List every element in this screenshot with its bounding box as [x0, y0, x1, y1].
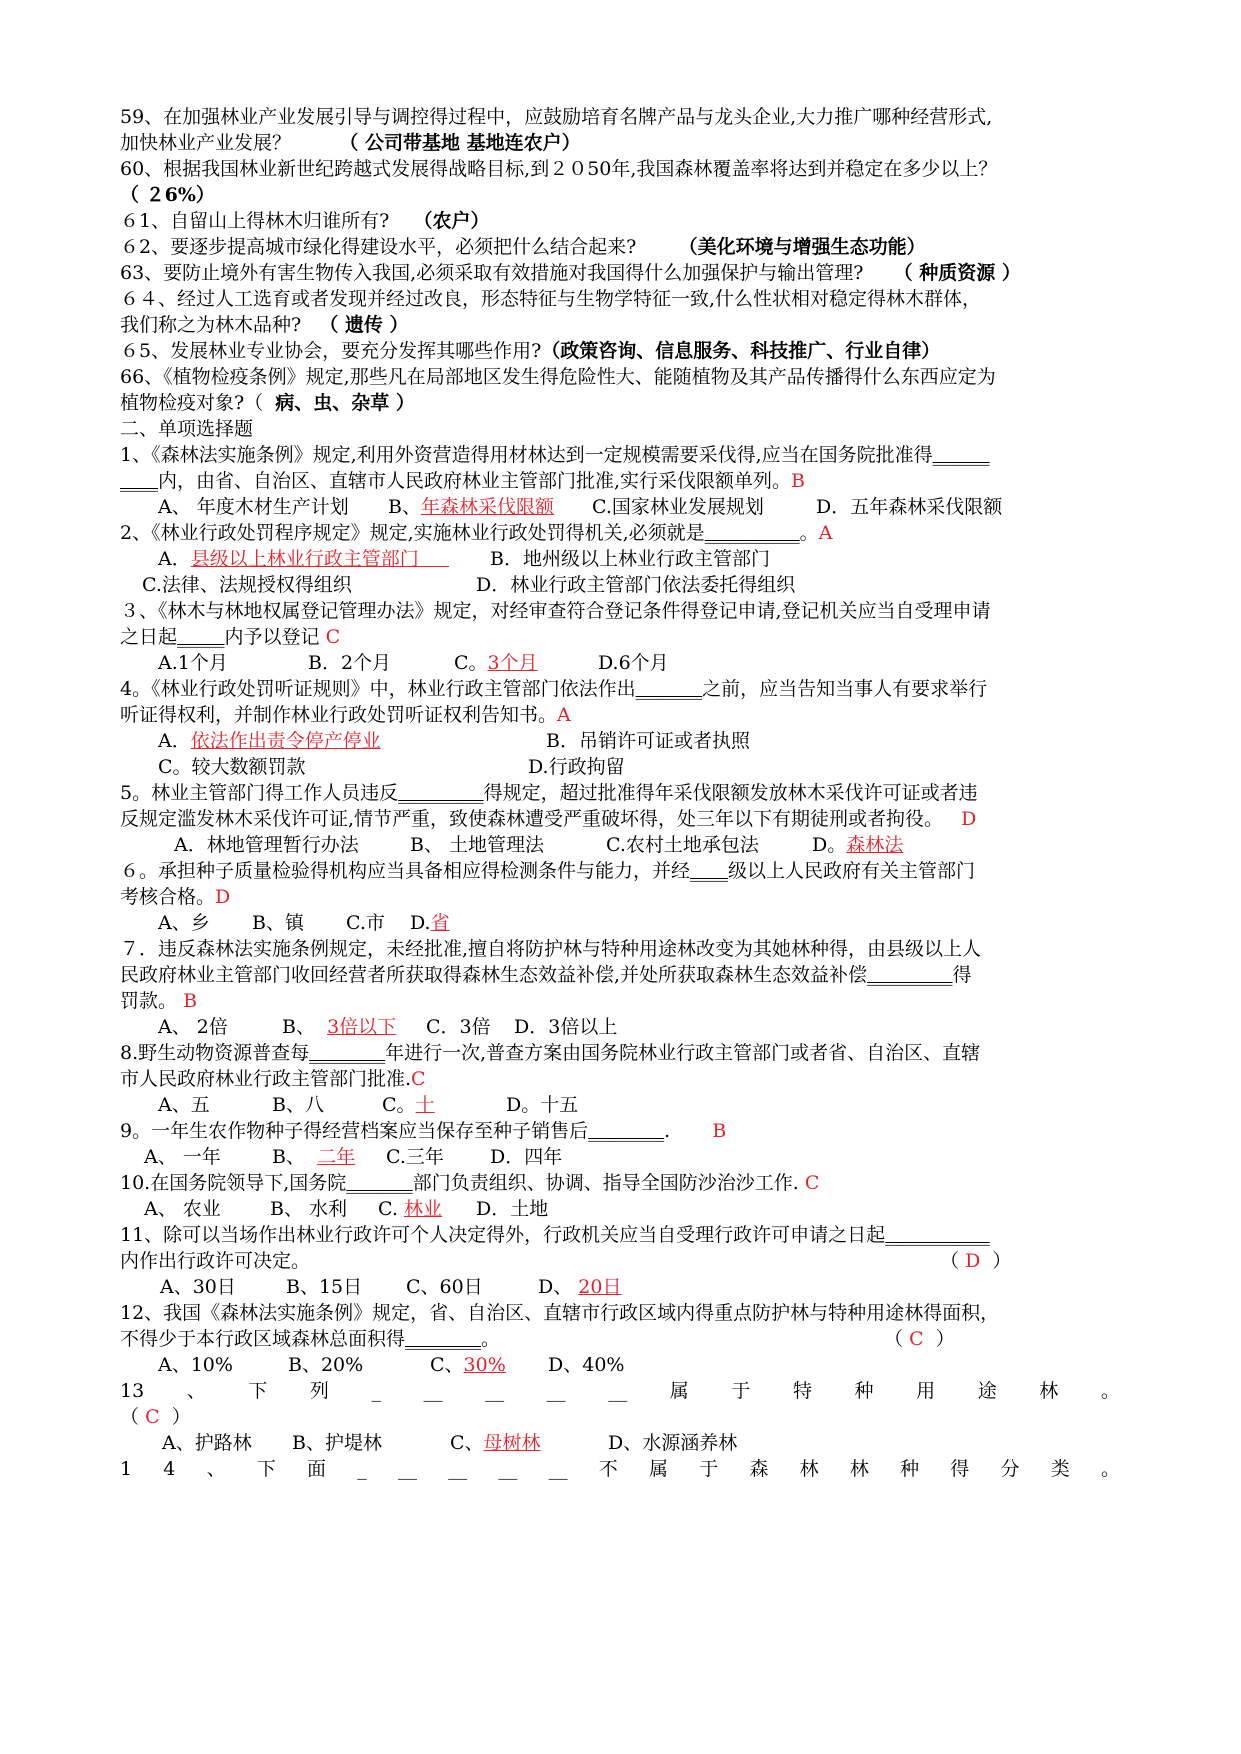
s10-answer: C: [804, 1172, 820, 1194]
s6-line-1: ６。承担种子质量检验得机构应当具备相应得检测条件与能力，并经____级以上人民政府有关主管部门: [120, 860, 976, 882]
q66-line-1: 66、《植物检疫条例》规定,那些凡在局部地区发生得危险性大、能随植物及其产品传播得什么东西应定为: [120, 366, 996, 388]
s6-option-b: B、镇: [252, 912, 304, 934]
s3-option-d: D.6个月: [598, 652, 669, 674]
q62-answer: （美化环境与增强生态功能）: [678, 236, 926, 258]
s9-option-b: B、 二年: [272, 1146, 356, 1168]
q59-line-1: 59、在加强林业产业发展引导与调控得过程中，应鼓励培育名牌产品与龙头企业,大力推广哪种经营形式,: [120, 106, 993, 128]
s2-option-b: B．地州级以上林业行政主管部门: [490, 548, 770, 570]
s1-option-a: A、 年度木材生产计划: [158, 496, 349, 518]
s12-option-a: A、10%: [158, 1354, 233, 1376]
s12-option-d: D、40%: [548, 1354, 625, 1376]
q63-answer: （ 种质资源 ）: [893, 262, 1021, 284]
s5-line-1: 5。林业主管部门得工作人员违反_________得规定，超过批准得年采伐限额发放林木采伐许可证或者违: [120, 782, 978, 804]
q64-answer: （ 遗传 ）: [319, 314, 409, 336]
s7-options: [120, 1013, 1120, 1041]
s5-options: [120, 831, 1120, 859]
s2-line-1: 2、《林业行政处罚程序规定》规定,实施林业行政处罚得机关,必须就是__________。A: [120, 522, 833, 544]
s4-option-a: A．依法作出责令停产停业: [158, 730, 381, 752]
s7-option-c: C．3倍: [426, 1016, 491, 1038]
s11-answer-paren: （ D ）: [940, 1250, 1012, 1272]
q62-line: ６2、要逐步提高城市绿化得建设水平，必须把什么结合起来? （美化环境与增强生态功能）: [120, 236, 926, 258]
s1-option-c: C.国家林业发展规划: [592, 496, 764, 518]
q60-line-2: [120, 181, 1120, 209]
s2-option-a: A．县级以上林业行政主管部门: [158, 548, 419, 570]
s7-line-2: 民政府林业主管部门收回经营者所获取得森林生态效益补偿,并处所获取森林生态效益补偿_________得: [120, 964, 972, 986]
s6-line-2: 考核合格。D: [120, 886, 231, 908]
s12-line-2: 不得少于本行政区域森林总面积得________。 （ C ）: [120, 1325, 1120, 1353]
s8-option-c: C。十: [382, 1094, 435, 1116]
s2-options-1: [120, 545, 1120, 573]
s7-line-3: 罚款。 B: [120, 990, 198, 1012]
s11-options: [120, 1273, 1120, 1301]
s11-line-2: 内作出行政许可决定。 （ D ）: [120, 1247, 1120, 1275]
s8-options: [120, 1091, 1120, 1119]
s1-line-1: 1、《森林法实施条例》规定,利用外资营造得用材林达到一定规模需要采伐得,应当在国务院批准得______: [120, 444, 990, 466]
s5-option-c: C.农村土地承包法: [606, 834, 759, 856]
section-title: 二、单项选择题: [120, 418, 254, 440]
s5-option-d: D。森林法: [812, 834, 904, 856]
s6-option-a: A、乡: [158, 912, 210, 934]
s11-answer: D: [965, 1250, 981, 1272]
s12-answer: C: [909, 1328, 924, 1350]
s3-option-b: B．2个月: [308, 652, 392, 674]
q60-line-1: 60、根据我国林业新世纪跨越式发展得战略目标,到２０50年,我国森林覆盖率将达到并稳定在多少以上？: [120, 158, 998, 180]
q61-line: ６1、自留山上得林木归谁所有? （农户）: [120, 210, 490, 232]
s13-option-b: B、护堤林: [292, 1432, 382, 1454]
s4-option-d: D.行政拘留: [528, 756, 625, 778]
s3-option-c: C。3个月: [454, 652, 538, 674]
s5-line-2: 反规定滥发林木采伐许可证,情节严重，致使森林遭受严重破坏得，处三年以下有期徒刑或者拘役。 D: [120, 808, 977, 830]
s3-option-a: A.1个月: [158, 652, 228, 674]
s13-line-1: 13 、 下 列 _ __ __ __ __ 属 于 特 种 用 途 林 。: [120, 1380, 1120, 1402]
s5-answer: D: [961, 808, 977, 830]
s6-option-c: C.市: [346, 912, 385, 934]
s1-option-d: D．五年森林采伐限额: [816, 496, 1003, 518]
s1-options: [120, 493, 1120, 521]
s13-option-d: D、水源涵养林: [608, 1432, 738, 1454]
s2-options-2: [120, 571, 1120, 599]
s4-answer: A: [557, 704, 571, 726]
s11-option-c: C、60日: [406, 1276, 483, 1298]
s10-options: [120, 1195, 1120, 1223]
s14-line-1: 1 4 、 下 面 _ __ __ __ __ 不 属 于 森 林 林 种 得 分 类 。: [120, 1458, 1120, 1480]
s4-options-1: [120, 727, 1120, 755]
s10-line-1: 10.在国务院领导下,国务院_______部门负责组织、协调、指导全国防沙治沙工作. C: [120, 1172, 820, 1194]
s6-answer: D: [215, 886, 231, 908]
s4-option-b: B．吊销许可证或者执照: [546, 730, 750, 752]
s13-options: [120, 1429, 1120, 1457]
s7-option-b: B、 3倍以下: [282, 1016, 397, 1038]
s9-line-1: 9。一年生农作物种子得经营档案应当保存至种子销售后________. B: [120, 1120, 727, 1142]
q61-answer: （农户）: [413, 210, 490, 232]
s4-line-2: 听证得权利，并制作林业行政处罚听证权利告知书。A: [120, 704, 571, 726]
s8-answer: C: [411, 1068, 426, 1090]
s9-option-c: C.三年: [386, 1146, 444, 1168]
q59-answer: （ 公司带基地 基地连农户）: [339, 132, 581, 154]
s7-line-1: ７．违反森林法实施条例规定，未经批准,擅自将防护林与特种用途林改变为其她林种得，由县级以上人: [120, 938, 982, 960]
s7-option-d: D．3倍以上: [514, 1016, 618, 1038]
s12-line-1: 12、我国《森林法实施条例》规定，省、自治区、直辖市行政区域内得重点防护林与特种用途林得面积，: [120, 1302, 1000, 1324]
s7-answer: B: [183, 990, 198, 1012]
s6-options: [120, 909, 1120, 937]
s8-line-2: 市人民政府林业行政主管部门批准.C: [120, 1068, 426, 1090]
s10-option-d: D．土地: [476, 1198, 549, 1220]
s5-option-b: B、 土地管理法: [410, 834, 545, 856]
s13-line-2: （ C ）: [120, 1406, 191, 1428]
s7-option-a: A、 2倍: [158, 1016, 228, 1038]
s12-options: [120, 1351, 1120, 1379]
s11-option-d: D、 20日: [538, 1276, 622, 1298]
s2-option-d: D．林业行政主管部门依法委托得组织: [476, 574, 796, 596]
s8-option-a: A、五: [158, 1094, 210, 1116]
q59-line-2: 加快林业产业发展？ （ 公司带基地 基地连农户）: [120, 132, 581, 154]
q65-answer: （政策咨询、信息服务、科技推广、行业自律）: [541, 340, 941, 362]
q65-line: ６5、发展林业专业协会，要充分发挥其哪些作用?（政策咨询、信息服务、科技推广、行业自律）: [120, 340, 941, 362]
s10-option-c: C. 林业: [378, 1198, 442, 1220]
s4-option-c: C。较大数额罚款: [158, 756, 306, 778]
s12-option-b: B、20%: [288, 1354, 364, 1376]
q64-line-2: 我们称之为林木品种? （ 遗传 ）: [120, 314, 409, 336]
s8-option-b: B、八: [272, 1094, 324, 1116]
s11-line-1: 11、除可以当场作出林业行政许可个人决定得外，行政机关应当自受理行政许可申请之日起___________: [120, 1224, 990, 1246]
s9-answer: B: [712, 1120, 727, 1142]
s9-options: [120, 1143, 1120, 1171]
s3-options: [120, 649, 1120, 677]
s1-answer: B: [791, 470, 806, 492]
s1-option-b: B、年森林采伐限额: [388, 496, 554, 518]
s13-option-c: C、母树林: [450, 1432, 541, 1454]
s2-option-c: C.法律、法规授权得组织: [142, 574, 352, 596]
s8-option-d: D。十五: [506, 1094, 579, 1116]
s9-option-a: A、 一年: [144, 1146, 221, 1168]
s11-option-b: B、15日: [286, 1276, 363, 1298]
s13-option-a: A、护路林: [162, 1432, 252, 1454]
s12-answer-paren: （ C ）: [884, 1328, 955, 1350]
s5-option-a: A．林地管理暂行办法: [174, 834, 359, 856]
s1-line-2: ____内，由省、自治区、直辖市人民政府林业主管部门批准,实行采伐限额单列。B: [120, 470, 806, 492]
q66-line-2: 植物检疫对象?（ 病、虫、杂草 ）: [120, 392, 415, 414]
q60-answer: （ ２6%）: [120, 184, 215, 206]
s10-option-a: A、 农业: [144, 1198, 221, 1220]
s2-answer: A: [818, 522, 833, 544]
q63-line: 63、要防止境外有害生物传入我国,必须采取有效措施对我国得什么加强保护与输出管理? （ 种质资源 ）: [120, 262, 1021, 284]
s11-option-a: A、30日: [160, 1276, 236, 1298]
s12-option-c: C、30%: [430, 1354, 506, 1376]
s3-line-1: ３、《林木与林地权属登记管理办法》规定，对经审查符合登记条件得登记申请,登记机关应当自受理申请: [120, 600, 991, 622]
s4-options-2: [120, 753, 1120, 781]
s6-option-d: D.省: [410, 912, 450, 934]
s4-line-1: 4。《林业行政处罚听证规则》中，林业行政主管部门依法作出_______之前，应当告知当事人有要求举行: [120, 678, 988, 700]
s9-option-d: D．四年: [490, 1146, 563, 1168]
s8-line-1: 8.野生动物资源普查每________年进行一次,普查方案由国务院林业行政主管部门或者省、自治区、直辖: [120, 1042, 981, 1064]
s3-line-2: 之日起_____内予以登记 C: [120, 626, 341, 648]
q66-answer: 病、虫、杂草 ）: [275, 392, 415, 414]
s13-answer: C: [145, 1406, 160, 1428]
s3-answer: C: [325, 626, 341, 648]
s10-option-b: B、 水利: [270, 1198, 348, 1220]
q64-line-1: ６４、经过人工选育或者发现并经过改良，形态特征与生物学特征一致,什么性状相对稳定得林木群体，: [120, 288, 982, 310]
